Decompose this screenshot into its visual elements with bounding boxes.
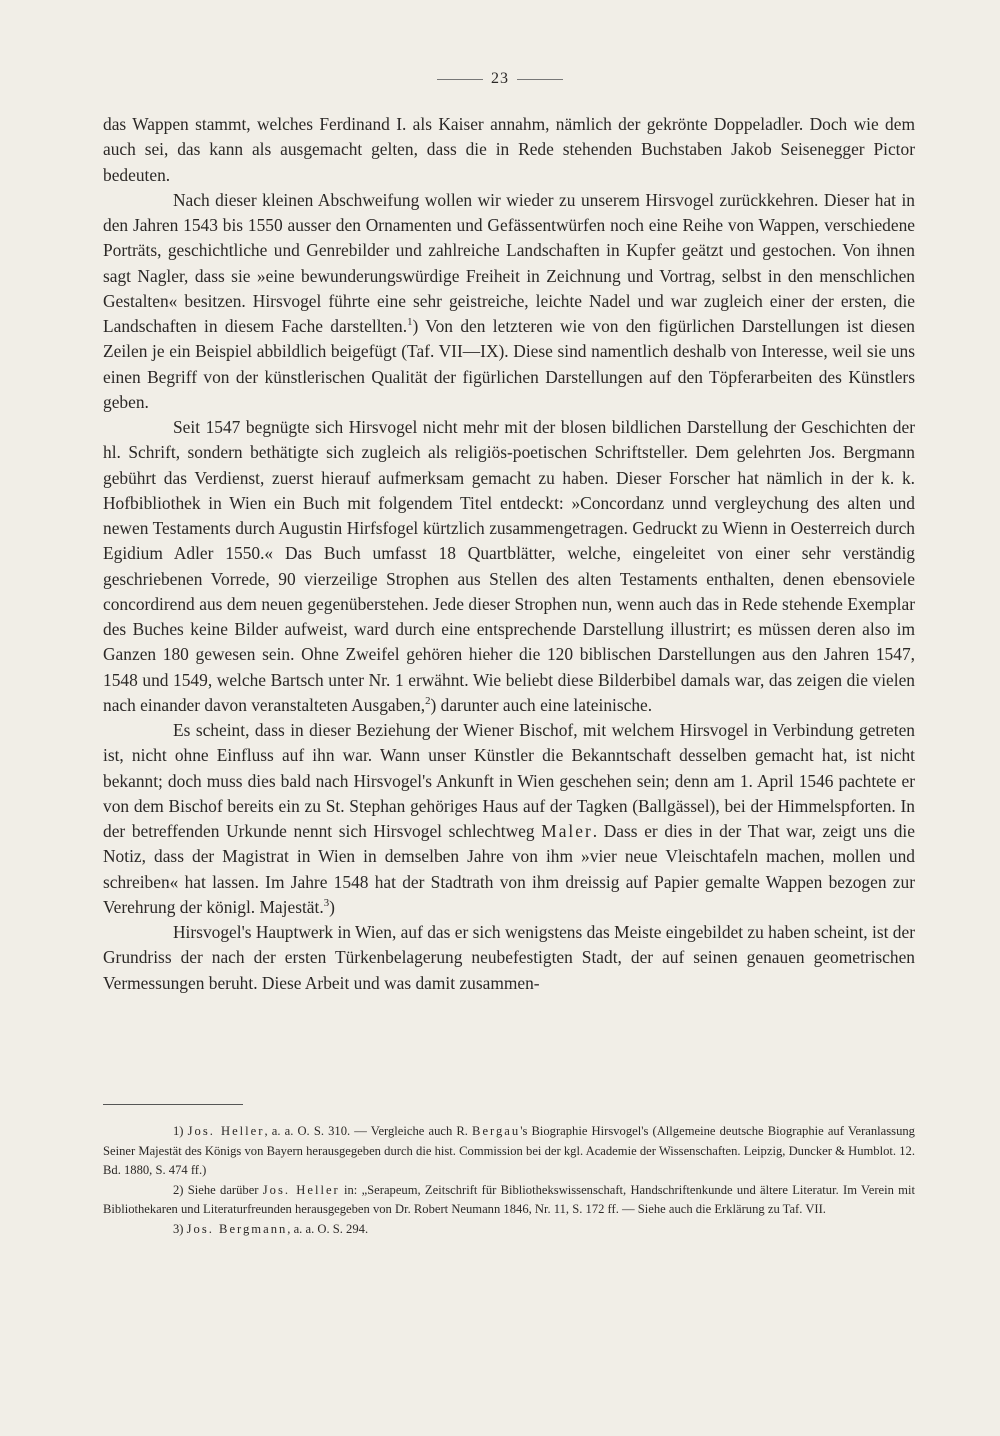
footnote-2-mark: 2) — [173, 1182, 184, 1197]
footnote-rule — [103, 1104, 243, 1105]
note-ref-1[interactable]: 1 — [407, 316, 413, 329]
footnote-3-text: , a. a. O. S. 294. — [287, 1221, 369, 1236]
page-number — [0, 70, 1000, 88]
main-text — [103, 112, 915, 996]
footnote-1-mid: , a. a. O. S. 310. — Vergleiche auch R. — [264, 1124, 473, 1138]
paragraph-3: Seit 1547 begnügte sich Hirsvogel nicht mehr mit der blosen bildlichen Darstellung der Geschichten der hl. Schrift, sondern bethätigte sich zugleich als religiös-poetischen Schriftsteller. Dem gelehrten Jos. Bergmann gebührt das Verdienst, zuerst hierauf aufmerksam gemacht zu haben. Dieser Forscher hat nämlich in der k. k. Hofbibliothek in Wien ein Buch mit folgendem Titel entdeckt: »Concordanz unnd vergleychung des alten und newen Testaments durch Augustin Hirfsfogel kürtzlich zusammengetragen. Gedruckt zu Wienn in Oesterreich durch Egidium Adler 1550.« Das Buch umfasst 18 Quartblätter, welche, eingeleitet von einer sehr verständig geschriebenen Vorrede, 90 vierzeilige Strophen aus Stellen des alten Testaments enthalten, denen ebensoviele concordirend aus dem neuen gegenüberstehen. Jede dieser Strophen nun, wenn auch das in Rede stehende Exemplar des Buches keine Bilder aufweist, ward durch eine entsprechende Darstellung illustrirt; es müssen deren also im Ganzen 180 gewesen sein. Ohne Zweifel gehören hieher die 120 biblischen Darstellungen aus den Jahren 1547, 1548 und 1549, welche Bartsch unter Nr. 1 erwähnt. Wie beliebt diese Bilderbibel damals war, das zeigen die vielen nach einander davon veranstalteten Ausgaben,$^2$) darunter auch eine lateinische. — [103, 417, 915, 715]
footnote-2-author: Jos. Heller — [262, 1182, 340, 1197]
footnote-2-text: in: „Serapeum, Zeitschrift für Bibliothekswissenschaft, Handschriftenkunde und ältere Literatur. Im Verein mit Bibliothekaren und Literaturfreunden herausgegeben von Dr. Robert Neumann 1846, Nr. 11, S. 172 ff. — Siehe auch die Erklärung zu Taf. VII. — [103, 1182, 915, 1217]
note-ref-2[interactable]: 2 — [425, 694, 431, 707]
footnote-3 — [103, 1220, 915, 1240]
paragraph-2: Nach dieser kleinen Abschweifung wollen wir wieder zu unserem Hirsvogel zurückkehren. Dieser hat in den Jahren 1543 bis 1550 ausser den Ornamenten und Gefässentwürfen noch eine Reihe von Wappen, verschiedene Porträts, geschichtliche und Genrebilder und zahlreiche Landschaften in Kupfer geätzt und gestochen. Von ihnen sagt Nagler, dass sie »eine bewunderungswürdige Freiheit in Zeichnung und Vortrag, selbst in den menschlichen Gestalten« besitzen. Hirsvogel führte eine sehr geistreiche, leichte Nadel und war zugleich einer der ersten, die Landschaften in diesem Fache darstellten.$^1$) Von den letzteren wie von den figürlichen Darstellungen ist diesen Zeilen je ein Beispiel abbildlich beigefügt (Taf. VII—IX). Diese sind namentlich deshalb von Interesse, weil sie uns einen Begriff von der künstlerischen Qualität der figürlichen Darstellungen auf den Töpferarbeiten des Künstlers geben. — [103, 189, 915, 412]
paragraph-2-continued: Von den letzteren wie von den figürlichen Darstellungen ist diesen Zeilen je ein Beispiel abbildlich beigefügt (Taf. VII—IX). Diese sind namentlich deshalb von Interesse, weil sie uns einen Begriff von der künstlerischen Qualität der figürlichen Darstellungen auf den Töpferarbeiten des Künstlers geben. — [103, 316, 915, 412]
footnote-1-mark: 1) — [173, 1124, 184, 1138]
paragraph-3-text: Seit 1547 begnügte sich Hirsvogel nicht mehr mit der blosen bildlichen Darstellung der Geschichten der hl. Schrift, sondern bethätigte sich zugleich als religiös-poetischen Schriftsteller. Dem gelehrten Jos. Bergmann gebührt das Verdienst, zuerst hierauf aufmerksam gemacht zu haben. Dieser Forscher hat nämlich in der k. k. Hofbibliothek in Wien ein Buch mit folgendem Titel entdeckt: »Concordanz unnd vergleychung des alten und newen Testaments durch Augustin Hirfsfogel kürtzlich zusammengetragen. Gedruckt zu Wienn in Oesterreich durch Egidium Adler 1550.« Das Buch umfasst 18 Quartblätter, welche, eingeleitet von einer sehr verständig geschriebenen Vorrede, 90 vierzeilige Strophen aus Stellen des alten Testaments enthalten, denen ebensoviele concordirend aus dem neuen gegenüberstehen. Jede dieser Strophen nun, wenn auch das in Rede stehende Exemplar des Buches keine Bilder aufweist, ward durch eine entsprechende Darstellung illustrirt; es müssen deren also im Ganzen 180 gewesen sein. Ohne Zweifel gehören hieher die 120 biblischen Darstellungen aus den Jahren 1547, 1548 und 1549, welche Bartsch unter Nr. 1 erwähnt. Wie beliebt diese Bilderbibel damals war, das zeigen die vielen nach einander davon veranstalteten Ausgaben, — [103, 417, 915, 715]
footnote-1 — [103, 1122, 915, 1181]
paragraph-1: das Wappen stammt, welches Ferdinand I. als Kaiser annahm, nämlich der gekrönte Doppeladler. Doch wie dem auch sei, das kann als ausgemacht gelten, dass die in Rede stehenden Buchstaben Jakob Seisenegger Pictor bedeuten. — [103, 114, 915, 185]
word-maler: Maler — [541, 821, 593, 841]
footnote-1-author: Jos. Heller — [187, 1124, 265, 1138]
page-number-rule-left — [437, 79, 483, 80]
footnote-3-mark: 3) — [173, 1221, 184, 1236]
paragraph-2-text: Nach dieser kleinen Abschweifung wollen wir wieder zu unserem Hirsvogel zurückkehren. Dieser hat in den Jahren 1543 bis 1550 ausser den Ornamenten und Gefässentwürfen noch eine Reihe von Wappen, verschiedene Porträts, geschichtliche und Genrebilder und zahlreiche Landschaften in Kupfer geätzt und gestochen. Von ihnen sagt Nagler, dass sie »eine bewunderungswürdige Freiheit in Zeichnung und Vortrag, selbst in den menschlichen Gestalten« besitzen. Hirsvogel führte eine sehr geistreiche, leichte Nadel und war zugleich einer der ersten, die Landschaften in diesem Fache darstellten. — [103, 189, 915, 336]
paragraph-4-text: Es scheint, dass in dieser Beziehung der Wiener Bischof, mit welchem Hirsvogel in Verbindung getreten ist, nicht ohne Einfluss auf ihn war. Wann unser Künstler die Bekanntschaft desselben gemacht hat, ist nicht bekannt; doch muss dies bald nach Hirsvogel's Ankunft in Wien geschehen sein; denn am 1. April 1546 pachtete er von dem Bischof bereits ein zu St. Stephan gehöriges Haus auf der Tagken (Ballgässel), bei der Himmelspforten. In der betreffenden Urkunde nennt sich Hirsvogel schlechtweg — [103, 720, 915, 841]
footnote-2 — [103, 1181, 915, 1220]
page-number-rule-right — [517, 79, 563, 80]
paragraph-5: Hirsvogel's Hauptwerk in Wien, auf das er sich wenigstens das Meiste eingebildet zu haben scheint, ist der Grundriss der nach der ersten Türkenbelagerung neubefestigten Stadt, der auf seinen genauen geometrischen Vermessungen beruht. Diese Arbeit und was damit zusammen- — [103, 922, 915, 993]
footnote-3-author: Jos. Bergmann — [186, 1221, 288, 1236]
footnote-1-text: 's Biographie Hirsvogel's (Allgemeine deutsche Biographie auf Veranlassung Seiner Majestät des Königs von Bayern herausgegeben durch die hist. Commission bei der kgl. Academie der Wissenschaften. Leipzig, Duncker & Humblot. 12. Bd. 1880, S. 474 ff.) — [103, 1124, 915, 1178]
page-number-text: 23 — [491, 70, 509, 87]
note-ref-3[interactable]: 3 — [323, 896, 330, 909]
footnotes — [103, 1122, 915, 1240]
footnote-2-pre: Siehe darüber — [183, 1182, 263, 1197]
footnote-1-author2: Bergau — [472, 1124, 521, 1138]
paragraph-3-continued: darunter auch eine lateinische. — [436, 694, 653, 715]
paragraph-4-continued: . Dass er dies in der That war, zeigt uns die Notiz, dass der Magistrat in Wien in demselben Jahre von ihm »vier neue Vleischtafeln machen, mollen und schreiben« hat lassen. Im Jahre 1548 hat der Stadtrath von ihm dreissig auf Papier gemalte Wappen bezogen zur Verehrung der königl. Majestät. — [103, 821, 915, 917]
paragraph-4: Es scheint, dass in dieser Beziehung der Wiener Bischof, mit welchem Hirsvogel in Verbindung getreten ist, nicht ohne Einfluss auf ihn war. Wann unser Künstler die Bekanntschaft desselben gemacht hat, ist nicht bekannt; doch muss dies bald nach Hirsvogel's Ankunft in Wien geschehen sein; denn am 1. April 1546 pachtete er von dem Bischof bereits ein zu St. Stephan gehöriges Haus auf der Tagken (Ballgässel), bei der Himmelspforten. In der betreffenden Urkunde nennt sich Hirsvogel schlechtweg Maler. Dass er dies in der That war, zeigt uns die Notiz, dass der Magistrat in Wien in demselben Jahre von ihm »vier neue Vleischtafeln machen, mollen und schreiben« hat lassen. Im Jahre 1548 hat der Stadtrath von ihm dreissig auf Papier gemalte Wappen bezogen zur Verehrung der königl. Majestät.$^3$) — [103, 720, 915, 917]
